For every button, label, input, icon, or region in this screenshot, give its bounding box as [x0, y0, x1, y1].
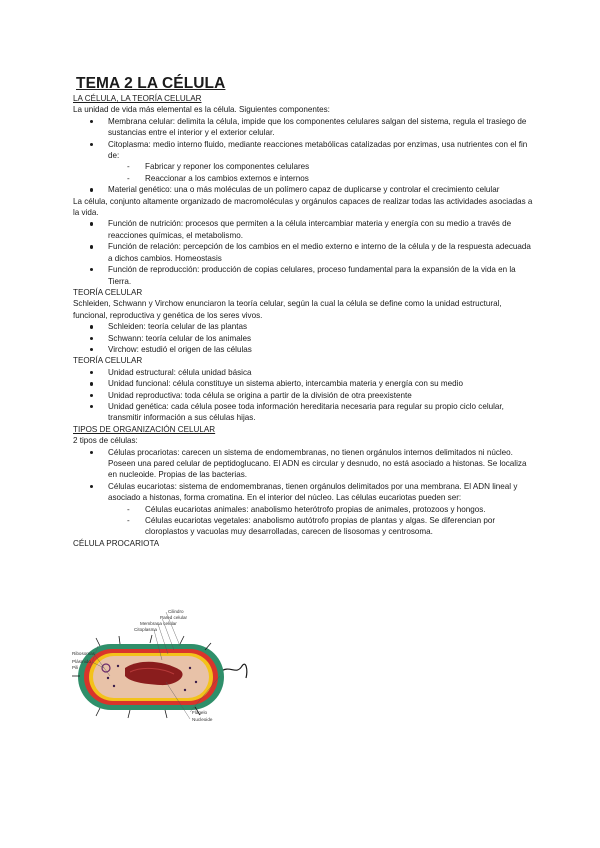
flagellum [220, 664, 247, 678]
list-item-text: Células eucariotas: sistema de endomembranas, tienen orgánulos delimitados por una membrana. El ADN lineal y asociado a histonas, forma cromatina. En el interior del núcleo. Las células eucariotas pueden ser: [108, 481, 518, 503]
units-list [73, 367, 533, 424]
list-item: Material genético: una o más moléculas de un polímero capaz de duplicarse y controlar el crecimiento celular [73, 184, 533, 195]
label-cilindro: Cilindro [168, 609, 184, 614]
list-item: Unidad estructural: célula unidad básica [73, 367, 533, 378]
cell-types-list [73, 447, 533, 538]
list-item-text: Citoplasma: medio interno fluido, mediante reacciones metabólicas catalizadas por enzimas, usa nutrientes con el fin de: [108, 139, 528, 161]
list-item: Membrana celular: delimita la célula, impide que los componentes celulares salgan del sistema, regula el trasiego de sustancias entre el interior y el exterior celular. [73, 116, 533, 139]
label-pared-celular: Pared celular [160, 615, 188, 620]
document-content [73, 74, 533, 549]
paragraph: 2 tipos de células: [73, 436, 138, 446]
sub-list-item: - Células eucariotas vegetales: anabolismo autótrofo propias de plantas y algas. Se diferencian por cloroplastos y vacuolas muy desarrolladas, carecen de lisosomas y centrosoma. [108, 515, 533, 538]
section-heading-celula: LA CÉLULA, LA TEORÍA CELULAR [73, 94, 202, 103]
sub-list-item: - Células eucariotas animales: anabolismo heterótrofo propias de animales, protozoos y hongos. [108, 504, 533, 515]
paragraph: Schleiden, Schwann y Virchow enunciaron la teoría celular, según la cual la célula se define como la unidad estructural, funcional, reproductiva y genética de los seres vivos. [73, 299, 502, 320]
components-list [73, 116, 533, 196]
list-item: Unidad reproductiva: toda célula se origina a partir de la división de otra preexistente [73, 390, 533, 401]
section-heading-teoria-2: TEORÍA CELULAR [73, 356, 143, 366]
list-item [73, 139, 533, 185]
list-item: Células procariotas: carecen un sistema de endomembranas, no tienen orgánulos internos delimitados ni núcleo. Poseen una pared celular de peptidoglucano. El ADN es circular y desnudo, no está asociado a histonas. Se localiza en nucleoide. Propias de las bacterias. [73, 447, 533, 481]
sub-list [108, 504, 533, 538]
sub-list [108, 161, 533, 184]
scientists-list [73, 321, 533, 355]
list-item: Unidad genética: cada célula posee toda información hereditaria necesaria para regular su propio ciclo celular, transmitir información a sus células hijas. [73, 401, 533, 424]
section-heading-procariota: CÉLULA PROCARIOTA [73, 538, 160, 548]
sub-list-item: - Fabricar y reponer los componentes celulares [108, 161, 533, 172]
list-item: Función de reproducción: producción de copias celulares, proceso fundamental para la expansión de la vida en la Tierra. [73, 264, 533, 287]
page-title: TEMA 2 LA CÉLULA [76, 75, 226, 92]
list-item: Schwann: teoría celular de los animales [73, 333, 533, 344]
label-pili: Pili [72, 665, 79, 670]
prokaryotic-cell-figure [70, 606, 250, 730]
label-flagelo: Flagelo [192, 710, 208, 715]
intro-paragraph: La unidad de vida más elemental es la célula. Siguientes componentes: [73, 105, 330, 115]
sub-list-item: - Reaccionar a los cambios externos e internos [108, 173, 533, 184]
list-item: Unidad funcional: célula constituye un sistema abierto, intercambia materia y energía con su medio [73, 378, 533, 389]
list-item [73, 481, 533, 538]
label-membrana-celular: Membrana celular [140, 621, 177, 626]
label-ribosomas: Ribosomas [72, 651, 95, 656]
functions-list [73, 218, 533, 286]
section-heading-teoria: TEORÍA CELULAR [73, 287, 143, 297]
list-item: Virchow: estudió el origen de las células [73, 344, 533, 355]
section-heading-tipos: TIPOS DE ORGANIZACIÓN CELULAR [73, 424, 216, 434]
paragraph: La célula, conjunto altamente organizado de macromoléculas y orgánulos capaces de realizar todas las actividades asociadas a la vida. [73, 196, 533, 218]
label-plasmido: Plásmido [72, 659, 91, 664]
label-nucleoide: Nucleoide [192, 717, 213, 722]
prokaryotic-cell-illustration [70, 606, 250, 730]
list-item: Función de nutrición: procesos que permiten a la célula intercambiar materia y energía con su medio a través de reacciones químicas, el metabolismo. [73, 218, 533, 241]
label-citoplasma: Citoplasma [134, 627, 157, 632]
list-item: Función de relación: percepción de los cambios en el medio externo e interno de la célula y de la respuesta adecuada a dichos cambios. Homeostasis [73, 241, 533, 264]
list-item: Schleiden: teoría celular de las plantas [73, 321, 533, 332]
